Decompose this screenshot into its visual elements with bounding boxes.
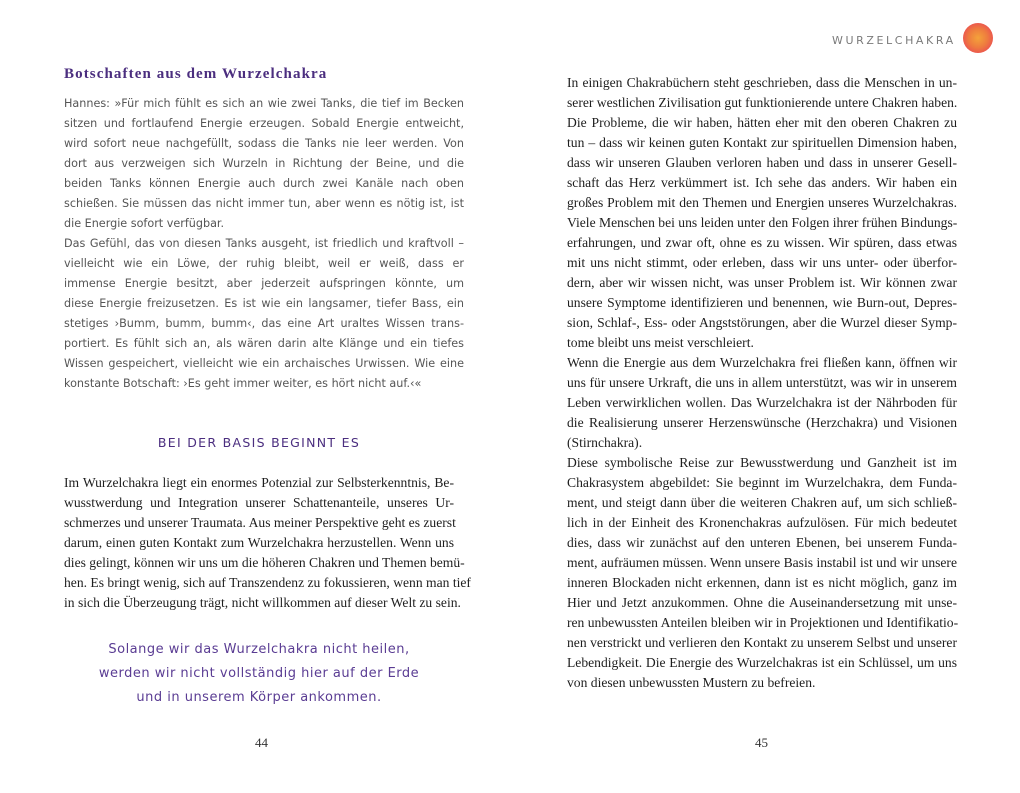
body-line: In einigen Chakrabüchern steht geschrieben, dass die Menschen in un- [567,75,957,90]
body-line: dies gelingt, können wir uns um die höheren Chakren und Themen bemü- [64,555,465,570]
interview-line: die Energie sofort verfügbar. [64,217,225,230]
right-page [510,0,1020,793]
body-line: dern, aber wir wissen nicht, was unser Problem ist. Wir können zwar [567,275,957,290]
body-line: Chakrasystem abgebildet: Sie beginnt im Wurzelchakra, dem Funda- [567,475,957,490]
body-line: Hier und Jetzt anzukommen. Ohne die Auseinandersetzung mit unse- [567,595,957,610]
body-line: lich in der Einheit des Kronenchakras aufzulösen. Für mich bedeutet [567,515,957,530]
body-line: Viele Menschen bei uns leiden unter den Folgen ihrer frühen Bindungs- [567,215,958,230]
body-line: inneren Blockaden nicht erkennen, dann ist es nicht möglich, ganz im [567,575,957,590]
interview-line: Wissen gespeichert, vielleicht wie ein archaisches Urwissen. Wie eine [64,357,464,370]
body-line: Lebendigkeit. Die Energie des Wurzelchakras ist ein Schlüssel, um uns [567,655,957,670]
body-line: die Realisierung unserer Herzenswünsche (Herzchakra) und Visionen [567,415,957,430]
chakra-dot-icon [963,23,993,53]
body-line: schaft das Herz verkümmert ist. Ich sehe das anders. Wir haben ein [567,175,957,190]
running-head: WURZELCHAKRA [832,34,956,47]
interview-line: sitzen und fortlaufend Energie erzeugen. Sobald Energie entweicht, [64,117,464,130]
body-line: in sich die Überzeugung trägt, nicht willkommen auf dieser Welt zu sein. [64,595,461,610]
quote-line: und in unserem Körper ankommen. [136,690,382,705]
body-line: tun – dass wir keinen guten Kontakt zur spirituellen Dimension haben, [567,135,957,150]
interview-line: portiert. Es fühlt sich an, als wären darin alte Klänge und ein tiefes [64,337,464,350]
body-text-left [64,473,471,613]
interview-line: vielleicht wie ein Löwe, der ruhig bleibt, weil er weiß, dass er [64,257,464,270]
body-line: sion, Schlaf-, Ess- oder Angststörungen, aber die Wurzel dieser Symp- [567,315,957,330]
body-line: großes Problem mit den Themen und Energien unseres Wurzelchakras. [567,195,957,210]
body-line: Im Wurzelchakra liegt ein enormes Potenzial zur Selbsterkenntnis, Be- [64,475,454,490]
body-line: mit uns nicht stimmt, oder erleben, dass wir uns unter- oder überfor- [567,255,957,270]
body-line: ren unbewussten Anteilen bleiben wir in Projektionen und Identifikatio- [567,615,959,630]
interview-line: schießen. Sie müssen das nicht immer tun, aber wenn es nötig ist, ist [64,197,464,210]
interview-line: wird sofort neue nachgefüllt, sodass die Tanks nie leer werden. Von [64,137,464,150]
interview-line: stetiges ›Bumm, bumm, bumm‹, das eine Art uraltes Wissen trans- [64,317,464,330]
interview-line: konstante Botschaft: ›Es geht immer weiter, es hört nicht auf.‹« [64,377,422,390]
body-line: ment, und steigt dann über die weiteren Chakren auf, um sich schließ- [567,495,957,510]
body-line: darum, einen guten Kontakt zum Wurzelchakra herzustellen. Wenn uns [64,535,454,550]
body-line: Wenn die Energie aus dem Wurzelchakra frei fließen kann, öffnen wir [567,355,957,370]
interview-line: beiden Tanks können Energie auch durch zwei Kanäle nach oben [64,177,464,190]
section-title: Botschaften aus dem Wurzelchakra [64,66,328,82]
pull-quote [64,638,454,710]
body-line: hen. Es bringt wenig, sich auf Transzendenz zu fokussieren, wenn man tief [64,575,471,590]
body-line: (Stirnchakra). [567,435,643,450]
body-line: Leben verwirklichen wollen. Das Wurzelchakra ist der Nährboden für [567,395,957,410]
interview-quote [64,94,464,394]
body-line: serer westlichen Zivilisation gut funktionierende untere Chakren haben. [567,95,958,110]
page-number-right: 45 [755,735,768,750]
page-number-left: 44 [255,735,268,750]
body-text-right [567,73,957,693]
body-line: von diesen unbewussten Mustern zu befreien. [567,675,816,690]
body-line: ment, aufräumen müssen. Wenn unsere Basis instabil ist und wir unsere [567,555,957,570]
body-line: unsere Symptome identifizieren und benennen, wie Burn-out, Depres- [567,295,957,310]
body-line: wusstwerdung und Integration unserer Schattenanteile, unseres Ur- [64,495,454,510]
interview-line: diese Energie freizusetzen. Es ist wie ein langsamer, tiefer Bass, ein [64,297,464,310]
body-line: schmerzes und unserer Traumata. Aus meiner Perspektive geht es zuerst [64,515,456,530]
body-line: Diese symbolische Reise zur Bewusstwerdung und Ganzheit ist im [567,455,957,470]
interview-line: Das Gefühl, das von diesen Tanks ausgeht, ist friedlich und kraftvoll – [64,237,464,250]
quote-line: Solange wir das Wurzelchakra nicht heilen, [108,642,410,657]
interview-line: immense Energie besitzt, aber jederzeit aufspringen könnte, um [64,277,464,290]
quote-line: werden wir nicht vollständig hier auf der Erde [98,666,420,681]
body-line: Die Probleme, die wir haben, hätten eher mit den oberen Chakren zu [567,115,957,130]
interview-line: dort aus verzweigen sich Wurzeln in Richtung der Beine, und die [64,157,464,170]
body-line: tome bleibt uns meist verschleiert. [567,335,754,350]
body-line: erfahrungen, und zwar oft, ohne es zu wissen. Wir spüren, dass etwas [567,235,957,250]
interview-line: Hannes: »Für mich fühlt es sich an wie zwei Tanks, die tief im Becken [64,97,464,110]
body-line: uns für unsere Urkraft, die uns in allem unterstützt, was wir in unserem [567,375,957,390]
body-line: nen verstrickt und verlieren den Kontakt zu unserem Selbst und unserer [567,635,957,650]
body-line: dass wir unseren Glauben verloren haben und dass in unserer Gesell- [567,155,957,170]
body-line: dies, dass wir zunächst auf den unteren Ebenen, bei unserem Funda- [567,535,957,550]
subheading: BEI DER BASIS BEGINNT ES [157,435,361,450]
